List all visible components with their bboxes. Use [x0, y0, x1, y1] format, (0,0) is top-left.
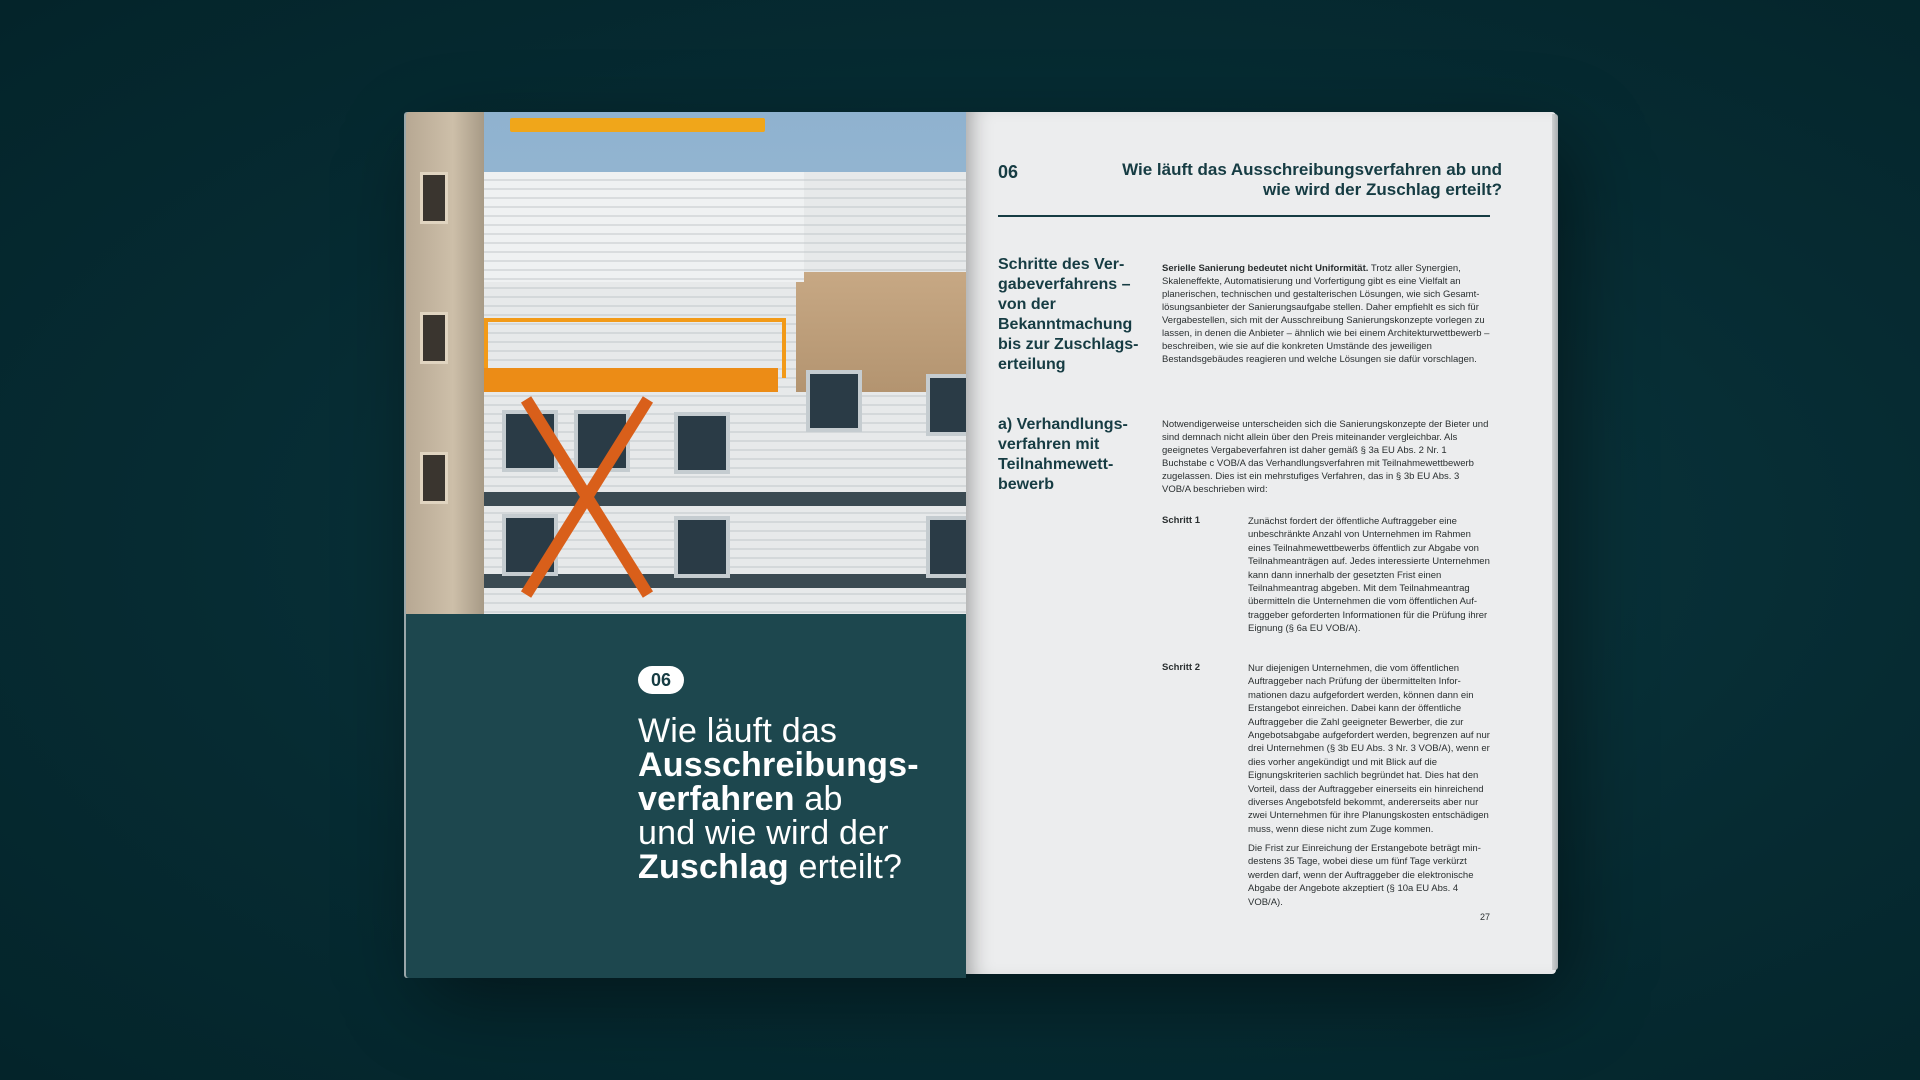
neighbour-window	[420, 172, 448, 224]
step2-text-deadline: Die Frist zur Einreichung der Erstangebote beträgt mindestens 35 Tage, wobei diese um fünf Tage verkürzt werden darf, wenn der Auftraggeber die elektronische Abgabe der Angebote akzeptiert (§ 10a EU Abs. 4 VOB/A).	[1248, 843, 1481, 908]
chapter-number: 06	[998, 162, 1019, 182]
neighbour-building	[406, 112, 484, 614]
page-header	[1082, 160, 1502, 200]
facade-window	[926, 516, 966, 578]
facade-window	[926, 374, 966, 436]
paragraph-verhandlung: Notwendigerweise unterscheiden sich die Sanierungskonzepte der Bieter und sind demnach nicht allein über den Preis miteinander vergleichbar. Als geeignetes Vergabeverfahren ist daher gemäß § 3a EU Abs. 2 Nr. 1 Buchstabe c VOB/A das Verhandlungsverfahren mit Teilnahmewettbewerb zugelassen. Dies ist ein mehrstufiges Verfahren, das in § 3b EU Abs. 3 VOB/A beschrieben wird:	[1162, 419, 1489, 495]
facade-panel-lifted	[484, 172, 804, 282]
intro-text: Trotz aller Synergien, Skaleneffekte, Automatisierung und Vorfertigung gibt es eine Vielfalt an planerischen, technischen und gestalterischen Lösungen, wie sich Gesamtlösungsanbieter der Sanierungsaufgabe stellen. Daher empfiehlt es sich für Vergabestellen, sich mit der Ausschreibung Sanierungskonzepte vorlegen zu lassen, in denen die Anbieter – ähnlich wie bei einem Architekturwettbewerb – beschreiben, wie sie auf die konkreten Umstände des jeweiligen Bestandsgebäudes reagieren und welche Lösungen sie dafür vorschlagen.	[1162, 263, 1490, 365]
facade-window	[674, 516, 730, 578]
chapter-badge: 06	[638, 666, 684, 694]
lift-platform	[484, 368, 778, 392]
page-edge	[1552, 114, 1558, 970]
step2-label: Schritt 2	[1162, 662, 1201, 673]
title-line-bold: Ausschreibungs-	[638, 746, 919, 784]
page-header-line: wie wird der Zuschlag erteilt?	[1263, 180, 1502, 199]
chapter-title	[638, 714, 958, 884]
neighbour-window	[420, 452, 448, 504]
title-line: ab	[794, 780, 843, 818]
building-photo	[406, 112, 966, 614]
step1-text: Zunächst fordert der öffentliche Auftraggeber eine unbeschränkte Anzahl von Unternehmen im Rahmen eines Teilnahmewettbewerbs öffentlich zur Abgabe von Teilnahmeanträgen auf. Jedes interessierte Unternehmen kann dann innerhalb der gesetzten Frist einen Teilnahmeantrag abgeben. Mit dem Teilnahmeantrag übermitteln die Unternehmen die vom öffentlichen Auftraggeber geforderten Informationen für die Prüfung ihrer Eignung (§ 6a EU VOB/A).	[1248, 516, 1490, 635]
left-page	[406, 112, 966, 978]
facade-window	[674, 412, 730, 474]
subheading-steps: Schritte des Vergabeverfahrens – von der Bekanntmachung bis zur Zuschlagserteilung	[998, 256, 1139, 373]
right-page	[966, 112, 1556, 974]
title-line-bold: Zuschlag	[638, 848, 789, 886]
intro-bold: Serielle Sanierung bedeutet nicht Uniformität.	[1162, 263, 1369, 274]
step2-text: Nur diejenigen Unternehmen, die vom öffentlichen Auftraggeber nach Prüfung der übermittelten Informationen dazu aufgefordert werden, können dann ein Erstangebot einreichen. Dabei kann der öffentliche Auftraggeber die Zahl geeigneter Bewerber, die zur Angebotsabgabe aufgefordert werden, begrenzen auf nur drei Unternehmen (§ 3b EU Abs. 3 Nr. 3 VOB/A), wenn er dies vorher angekündigt und mit Blick auf die Eignungskriterien sachlich begründet hat. Dies hat den Vorteil, dass der Auftraggeber einerseits ein hinreichend diverses Angebotsfeld bekommt, andererseits aber nur zwei Unternehmen für ihre Planungskosten entschädigen muss, wenn diese nicht zum Zuge kommen.	[1248, 663, 1490, 835]
facade-band	[484, 492, 966, 506]
neighbour-window	[420, 312, 448, 364]
step1-label: Schritt 1	[1162, 515, 1201, 526]
title-line: erteilt?	[788, 848, 903, 886]
intro-paragraph	[1162, 262, 1490, 366]
page-header-line: Wie läuft das Ausschreibungsverfahren ab und	[1122, 160, 1502, 179]
header-rule	[998, 215, 1490, 217]
facade-window	[806, 370, 862, 432]
title-line-bold: verfahren	[638, 780, 795, 818]
subheading-verhandlungsverfahren: a) Verhandlungsverfahren mit Teilnahmewettbewerb	[998, 416, 1128, 493]
title-line: und wie wird der	[638, 814, 889, 852]
title-line: Wie läuft das	[638, 712, 838, 750]
page-number: 27	[1480, 912, 1491, 922]
crane-beam	[510, 118, 765, 132]
